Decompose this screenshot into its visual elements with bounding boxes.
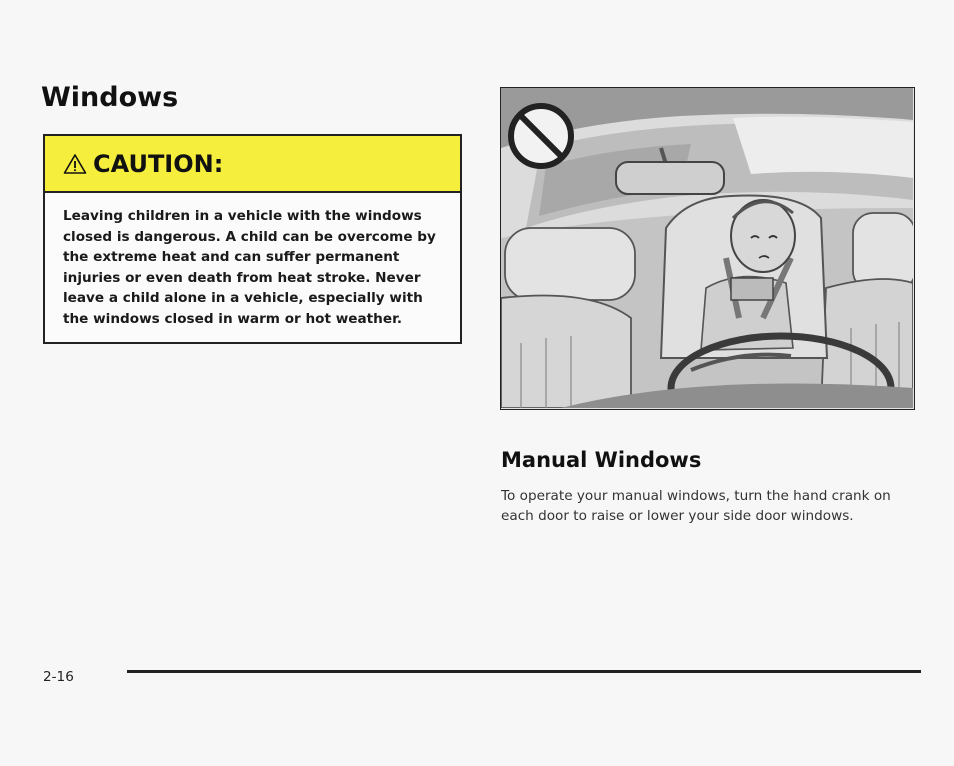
manual-windows-title: Manual Windows	[501, 448, 702, 472]
section-title: Windows	[41, 82, 179, 113]
caution-header	[45, 136, 460, 193]
caution-label: CAUTION:	[93, 149, 224, 178]
child-in-car-illustration	[500, 87, 915, 410]
caution-box	[43, 134, 462, 344]
warning-triangle-icon	[63, 153, 87, 175]
footer-rule	[127, 670, 921, 673]
caution-text: Leaving children in a vehicle with the windows closed is dangerous. A child can be overcome by the extreme heat and can suffer permanent injuries or even death from heat stroke. Never leave a child alone in a vehicle, especially with the windows closed in warm or hot weather.	[63, 208, 436, 327]
manual-windows-text: To operate your manual windows, turn the hand crank on each door to raise or lower your side door windows.	[501, 488, 891, 524]
page-number: 2-16	[43, 669, 74, 685]
no-symbol-icon	[511, 106, 571, 166]
